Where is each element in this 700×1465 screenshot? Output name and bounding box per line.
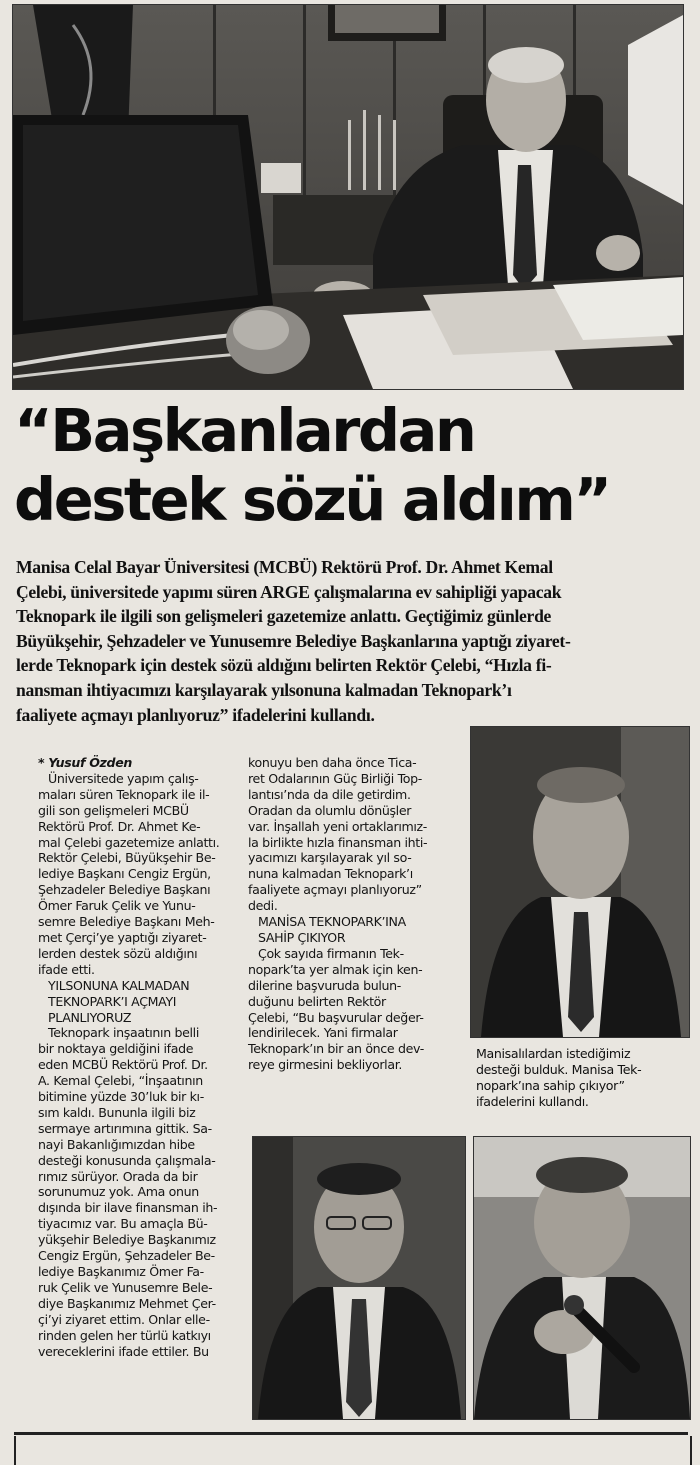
portrait-photo-3 — [473, 1136, 691, 1420]
body-line: sermaye artırımına gittik. Sa- — [38, 1120, 212, 1136]
lead-line: faaliyete açmayı planlıyoruz” ifadelerini kullandı. — [16, 704, 375, 725]
subheading: SAHİP ÇIKIYOR — [258, 929, 346, 945]
caption-line: ifadelerini kullandı. — [476, 1094, 589, 1109]
body-line: bitimine yüzde 30’luk bir kı- — [38, 1089, 204, 1105]
subheading: MANİSA TEKNOPARK’INA — [258, 914, 406, 930]
body-line: Üniversitede yapım çalış- — [48, 770, 199, 786]
body-line: var. İnşallah yeni ortaklarımız- — [248, 818, 428, 834]
divider — [14, 1432, 688, 1435]
body-line: ruk Çelik ve Yunusemre Bele- — [38, 1279, 213, 1295]
body-line: Rektör Çelebi, Büyükşehir Be- — [38, 850, 216, 866]
body-line: lendirilecek. Yani firmalar — [248, 1025, 398, 1041]
body-line: Çok sayıda firmanın Tek- — [258, 945, 404, 961]
body-line: faaliyete açmayı planlıyoruz” — [248, 882, 422, 898]
body-line: rinden gelen her türlü katkıyı — [38, 1327, 211, 1343]
body-line: Rektörü Prof. Dr. Ahmet Ke- — [38, 818, 201, 834]
body-line: rımız sürüyor. Orada da bir — [38, 1168, 198, 1184]
body-line: dedi. — [248, 898, 278, 914]
main-photo — [12, 4, 684, 390]
body-line: yacımızı karşılayarak yıl so- — [248, 850, 412, 866]
lead-line: lerde Teknopark için destek sözü aldığını belirten Rektör Çelebi, “Hızla fi- — [16, 655, 552, 676]
photo-caption — [476, 1046, 688, 1110]
body-line: A. Kemal Çelebi, “İnşaatının — [38, 1073, 203, 1089]
body-line: yükşehir Belediye Başkanımız — [38, 1232, 216, 1248]
body-line: konuyu ben daha önce Tica- — [248, 755, 417, 770]
body-line: lediye Başkanı Cengiz Ergün, — [38, 866, 211, 882]
body-column-1 — [38, 755, 246, 1359]
byline: * Yusuf Özden — [38, 755, 133, 770]
portrait-photo-1 — [470, 726, 690, 1038]
portrait-photo-2 — [252, 1136, 466, 1420]
body-line: lerden destek sözü aldığını — [38, 945, 198, 961]
body-line: nayi Bakanlığımızdan hibe — [38, 1136, 195, 1152]
body-line: duğunu belirten Rektör — [248, 993, 386, 1009]
body-line: ret Odalarının Güç Birliği Top- — [248, 770, 422, 786]
body-line: gili son gelişmeleri MCBÜ — [38, 802, 189, 818]
portrait-photo — [471, 727, 689, 1037]
next-article-frame — [14, 1436, 692, 1465]
portrait-microphone-photo — [474, 1137, 690, 1419]
body-line: reye girmesini bekliyorlar. — [248, 1057, 403, 1073]
body-line: Şehzadeler Belediye Başkanı — [38, 882, 211, 898]
man-at-desk-photo — [13, 5, 683, 389]
portrait-photo — [253, 1137, 465, 1419]
caption-line: desteği bulduk. Manisa Tek- — [476, 1062, 642, 1077]
body-line: sorunumuz yok. Ama onun — [38, 1184, 199, 1200]
lead-line: Çelebi, üniversitede yapımı süren ARGE çalışmalarına ev sahipliği yapacak — [16, 581, 562, 602]
body-line: dışında bir ilave finansman ih- — [38, 1200, 218, 1216]
body-line: Çelebi, “Bu başvurular değer- — [248, 1009, 424, 1025]
body-line: lediye Başkanımız Ömer Fa- — [38, 1264, 204, 1279]
headline — [14, 396, 684, 534]
body-line: Oradan da olumlu dönüşler — [248, 802, 412, 818]
body-line: nopark’ta yer almak için ken- — [248, 961, 423, 977]
body-column-2 — [248, 755, 462, 1073]
body-line: nuna kalmadan Teknopark’ı — [248, 866, 413, 882]
lead-line: nansman ihtiyacımızı karşılayarak yılsonuna kalmadan Teknopark’ı — [16, 679, 512, 700]
body-line: Teknopark inşaatının belli — [48, 1025, 199, 1041]
subheading: YILSONUNA KALMADAN — [48, 977, 190, 993]
lead-line: Manisa Celal Bayar Üniversitesi (MCBÜ) Rektörü Prof. Dr. Ahmet Kemal — [16, 557, 553, 577]
body-line: tiyacımız var. Bu amaçla Bü- — [38, 1216, 208, 1232]
body-line: dilerine başvuruda bulun- — [248, 977, 401, 993]
caption-line: Manisalılardan istediğimiz — [476, 1046, 631, 1061]
body-line: ifade etti. — [38, 961, 95, 977]
body-line: Ömer Faruk Çelik ve Yunu- — [38, 898, 196, 914]
body-line: la birlikte hızla finansman ihti- — [248, 834, 428, 850]
body-line: Cengiz Ergün, Şehzadeler Be- — [38, 1248, 215, 1264]
body-line: lantısı’nda da dile getirdim. — [248, 786, 411, 802]
subheading: TEKNOPARK’I AÇMAYI — [48, 993, 177, 1009]
headline-line-2: destek sözü aldım” — [14, 465, 610, 534]
body-line: sım kaldı. Bununla ilgili biz — [38, 1104, 196, 1120]
caption-line: nopark’ına sahip çıkıyor” — [476, 1078, 625, 1093]
body-line: diye Başkanımız Mehmet Çer- — [38, 1295, 216, 1311]
body-line: mal Çelebi gazetemize anlattı. — [38, 834, 220, 850]
body-line: eden MCBÜ Rektörü Prof. Dr. — [38, 1057, 208, 1073]
subheading: PLANLIYORUZ — [48, 1009, 132, 1025]
lead-paragraph — [16, 555, 688, 727]
headline-line-1: “Başkanlardan — [14, 396, 475, 465]
body-line: çi’yi ziyaret ettim. Onlar elle- — [38, 1311, 210, 1327]
body-line: met Çerçi’ye yaptığı ziyaret- — [38, 929, 207, 945]
lead-line: Teknopark ile ilgili son gelişmeleri gazetemize anlattı. Geçtiğimiz günlerde — [16, 606, 552, 627]
body-line: semre Belediye Başkanı Meh- — [38, 914, 215, 930]
body-line: Teknopark’ın bir an önce dev- — [248, 1041, 424, 1057]
body-line: bir noktaya geldiğini ifade — [38, 1041, 194, 1057]
body-line: maları süren Teknopark ile il- — [38, 786, 210, 802]
lead-line: Büyükşehir, Şehzadeler ve Yunusemre Belediye Başkanlarına yaptığı ziyaret- — [16, 630, 571, 651]
body-line: vereceklerini ifade ettiler. Bu — [38, 1343, 209, 1359]
body-line: desteği konusunda çalışmala- — [38, 1152, 216, 1168]
